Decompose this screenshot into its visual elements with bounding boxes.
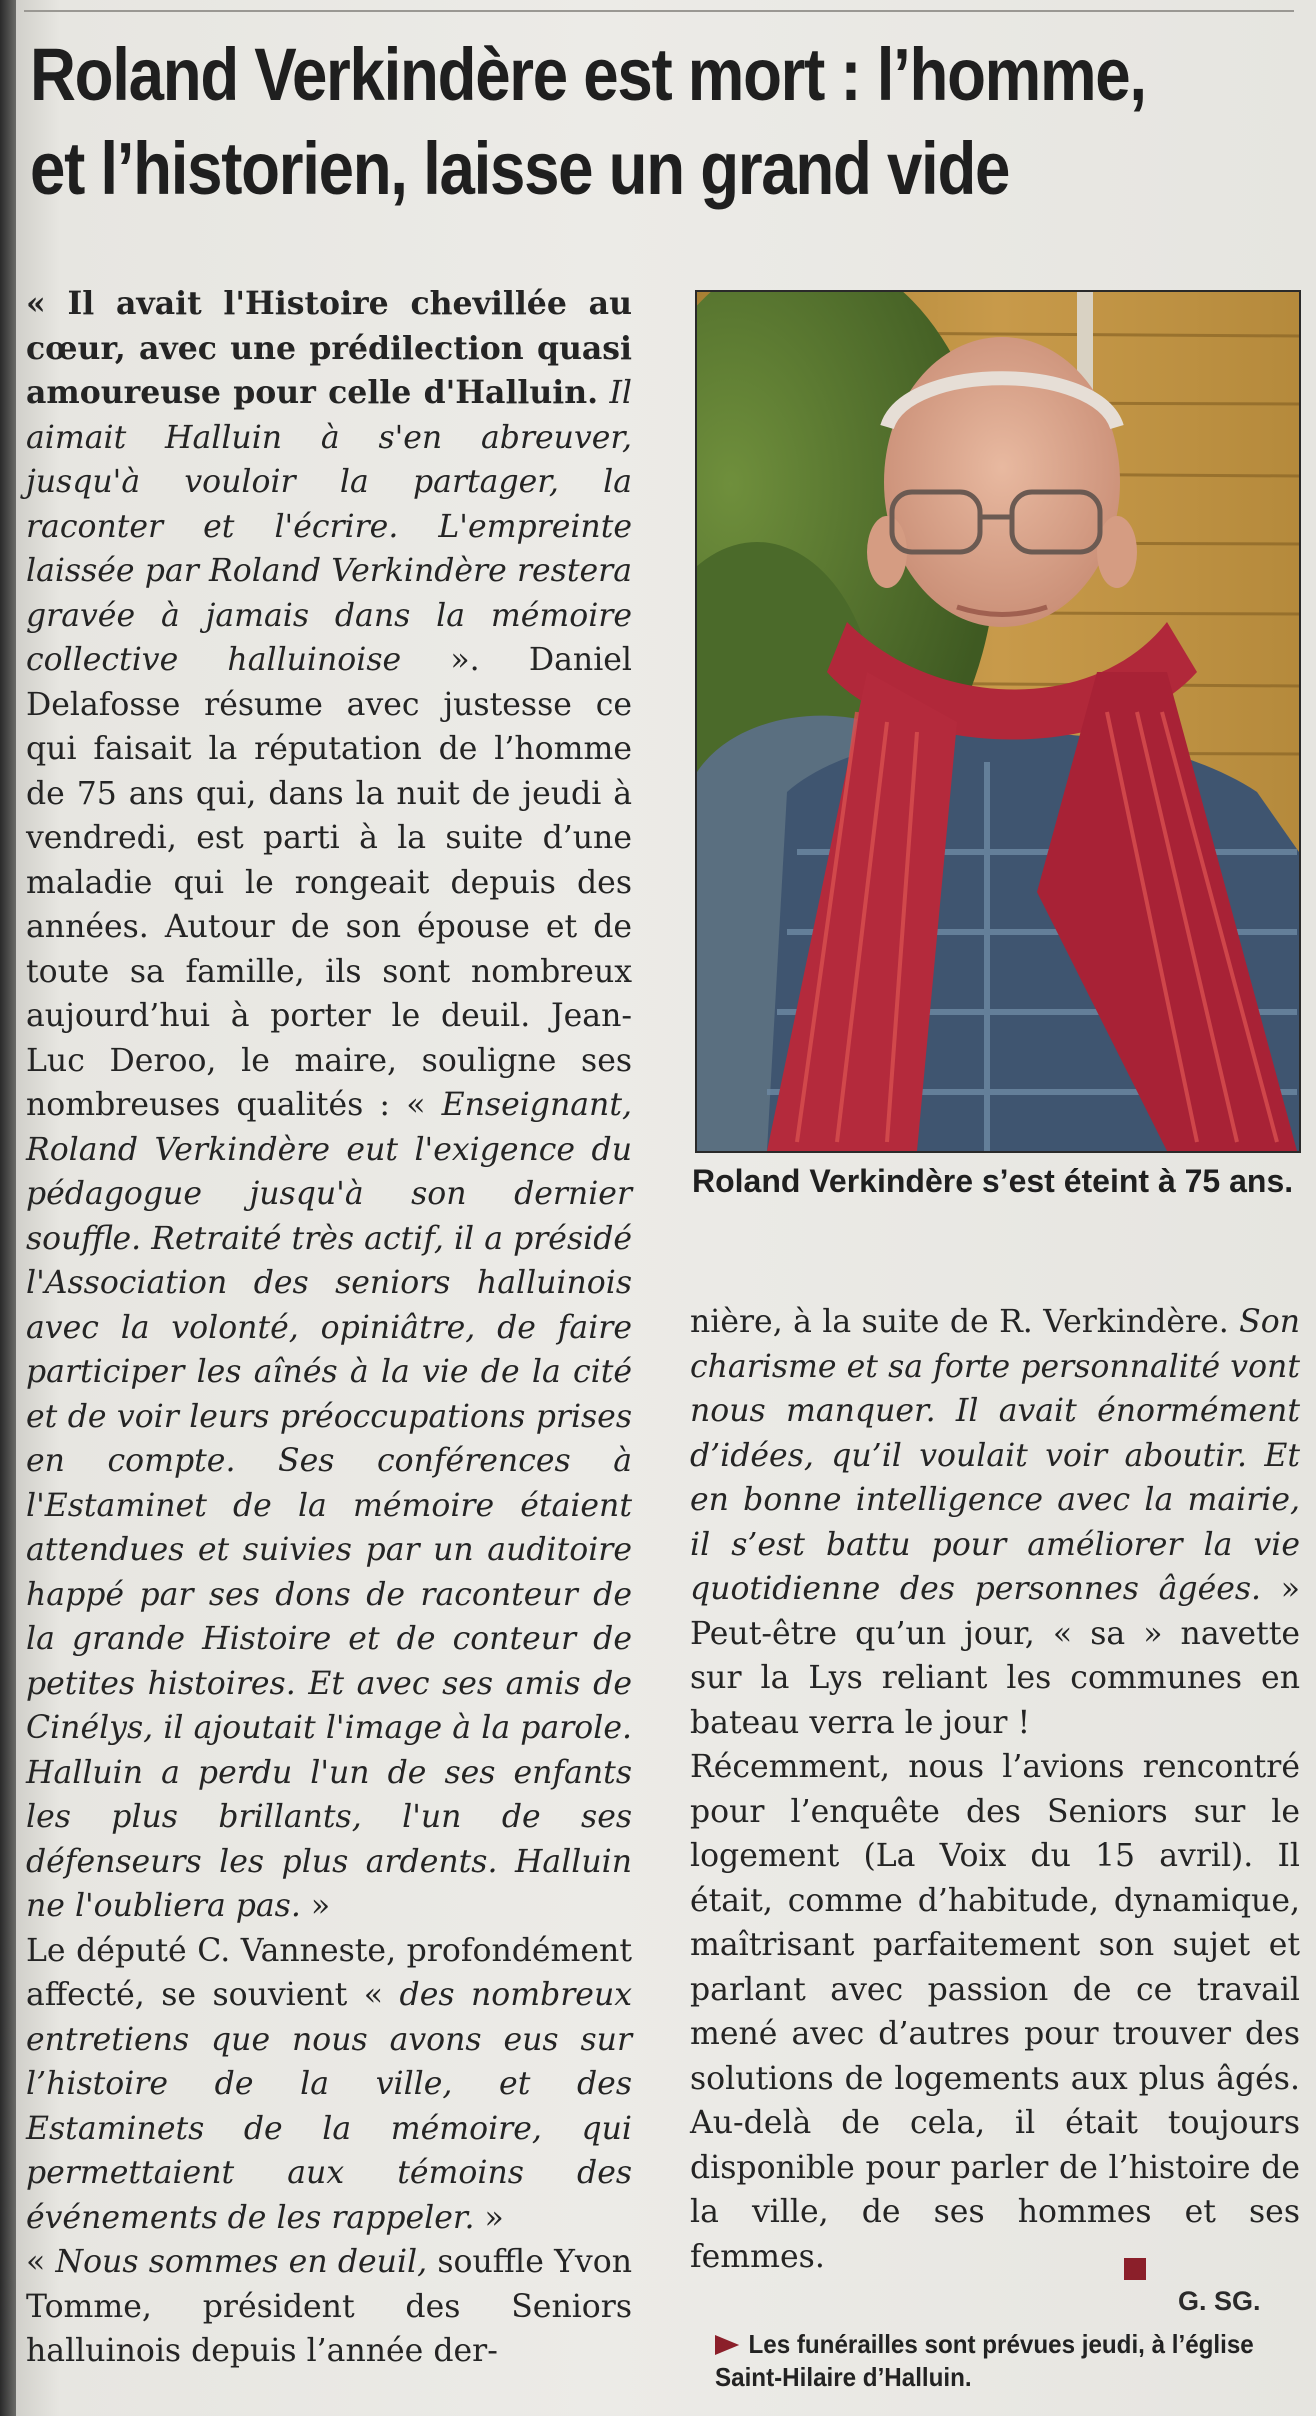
end-mark-square-icon	[1124, 2258, 1146, 2280]
headline-line-1: Roland Verkindère est mort : l’homme,	[30, 33, 1146, 116]
triangle-bullet-icon	[715, 2335, 739, 2355]
president-quote-cont: Son charisme et sa forte personnalité vont nous manquer. Il avait énormément d’idées, qu’il voulait voir aboutir. Et en bonne intelligence avec la mairie, il s’est battu pour améliorer la vie quotidienne des personnes âgées.	[690, 1304, 1300, 1607]
article-column-right	[690, 1300, 1300, 2279]
top-rule	[24, 10, 1294, 12]
body-text: Récemment, nous l’avions rencontré pour l’enquête des Seniors sur le logement (La Voix du 15 avril). Il était, comme d’habitude, dynamique, maîtrisant parfaitement son sujet et parlant avec passion de ce travail mené avec d’autres pour trouver des solutions de logements aux plus âgés. Au-delà de cela, il était toujours disponible pour parler de l’histoire de la ville, de ses hommes et ses femmes.	[690, 1749, 1300, 2275]
lead-quote: « Il avait l'Histoire chevillée au cœur, avec une prédilection quasi amoureuse pour celle d'Halluin.	[26, 285, 632, 411]
paragraph-5	[690, 1745, 1300, 2279]
paragraph-2	[26, 1929, 632, 2241]
paragraph-3	[26, 2240, 632, 2374]
portrait-illustration	[697, 292, 1299, 1151]
article-column-left	[26, 282, 632, 2374]
funeral-note-text: Les funérailles sont prévues jeudi, à l’église Saint-Hilaire d’Halluin.	[715, 2329, 1254, 2392]
headline	[30, 28, 1146, 216]
quote-close: »	[300, 1888, 331, 1924]
body-text: » Peut-être qu’un jour, « sa » navette sur la Lys reliant les communes en bateau verra le jour !	[690, 1571, 1300, 1741]
headline-line-2: et l’historien, laisse un grand vide	[30, 127, 1010, 210]
president-quote: Nous sommes en deuil,	[55, 2244, 428, 2280]
portrait-photo	[695, 290, 1301, 1153]
paragraph-1	[26, 282, 632, 1929]
quote-close: »	[474, 2199, 504, 2236]
scan-edge-shadow	[0, 0, 16, 2416]
funeral-note	[715, 2328, 1264, 2394]
quote-open: «	[26, 2244, 56, 2280]
paragraph-4	[690, 1300, 1300, 1745]
body-text: nière, à la suite de R. Verkindère.	[690, 1304, 1240, 1340]
deputy-quote: des nombreux entretiens que nous avons eus sur l’histoire de la ville, et des Estaminets de la mémoire, qui permettaient aux témoins des événements de les rappeler.	[26, 1977, 632, 2236]
body-text: ». Daniel Delafosse résume avec justesse ce qui faisait la réputation de l’homme de 75 ans qui, dans la nuit de jeudi à vendredi, est parti à la suite d’une maladie qui le rongeait depuis des années. Autour de son épouse et de toute sa famille, ils sont nombreux aujourd’hui à porter le deuil. Jean-Luc Deroo, le maire, souligne ses nombreuses qualités : «	[26, 642, 632, 1123]
photo-caption: Roland Verkindère s’est éteint à 75 ans.	[692, 1163, 1294, 1199]
mayor-quote: Enseignant, Roland Verkindère eut l'exigence du pédagogue jusqu'à son dernier souffle. Retraité très actif, il a présidé l'Association des seniors halluinois avec la volonté, opiniâtre, de faire participer les aînés à la vie de la cité et de voir leurs préoccupations prises en compte. Ses conférences à l'Estaminet de la mémoire étaient attendues et suivies par un auditoire happé par ses dons de raconteur de la grande Histoire et de conteur de petites histoires. Et avec ses amis de Cinélys, il ajoutait l'image à la parole. Halluin a perdu l'un de ses enfants les plus brillants, l'un de ses défenseurs les plus ardents. Halluin ne l'oubliera pas.	[26, 1087, 632, 1924]
author-signature: G. SG.	[1178, 2286, 1261, 2316]
body-text: Le député C. Vanneste, profondément affecté, se souvient «	[26, 1932, 632, 2013]
body-text: souffle Yvon Tomme, président des Seniors halluinois depuis l’année der-	[26, 2244, 632, 2369]
quote-italic: Il aimait Halluin à s'en abreuver, jusqu'à vouloir la partager, la raconter et l'écrire. L'empreinte laissée par Roland Verkindère restera gravée à jamais dans la mémoire collective halluinoise	[26, 375, 633, 678]
